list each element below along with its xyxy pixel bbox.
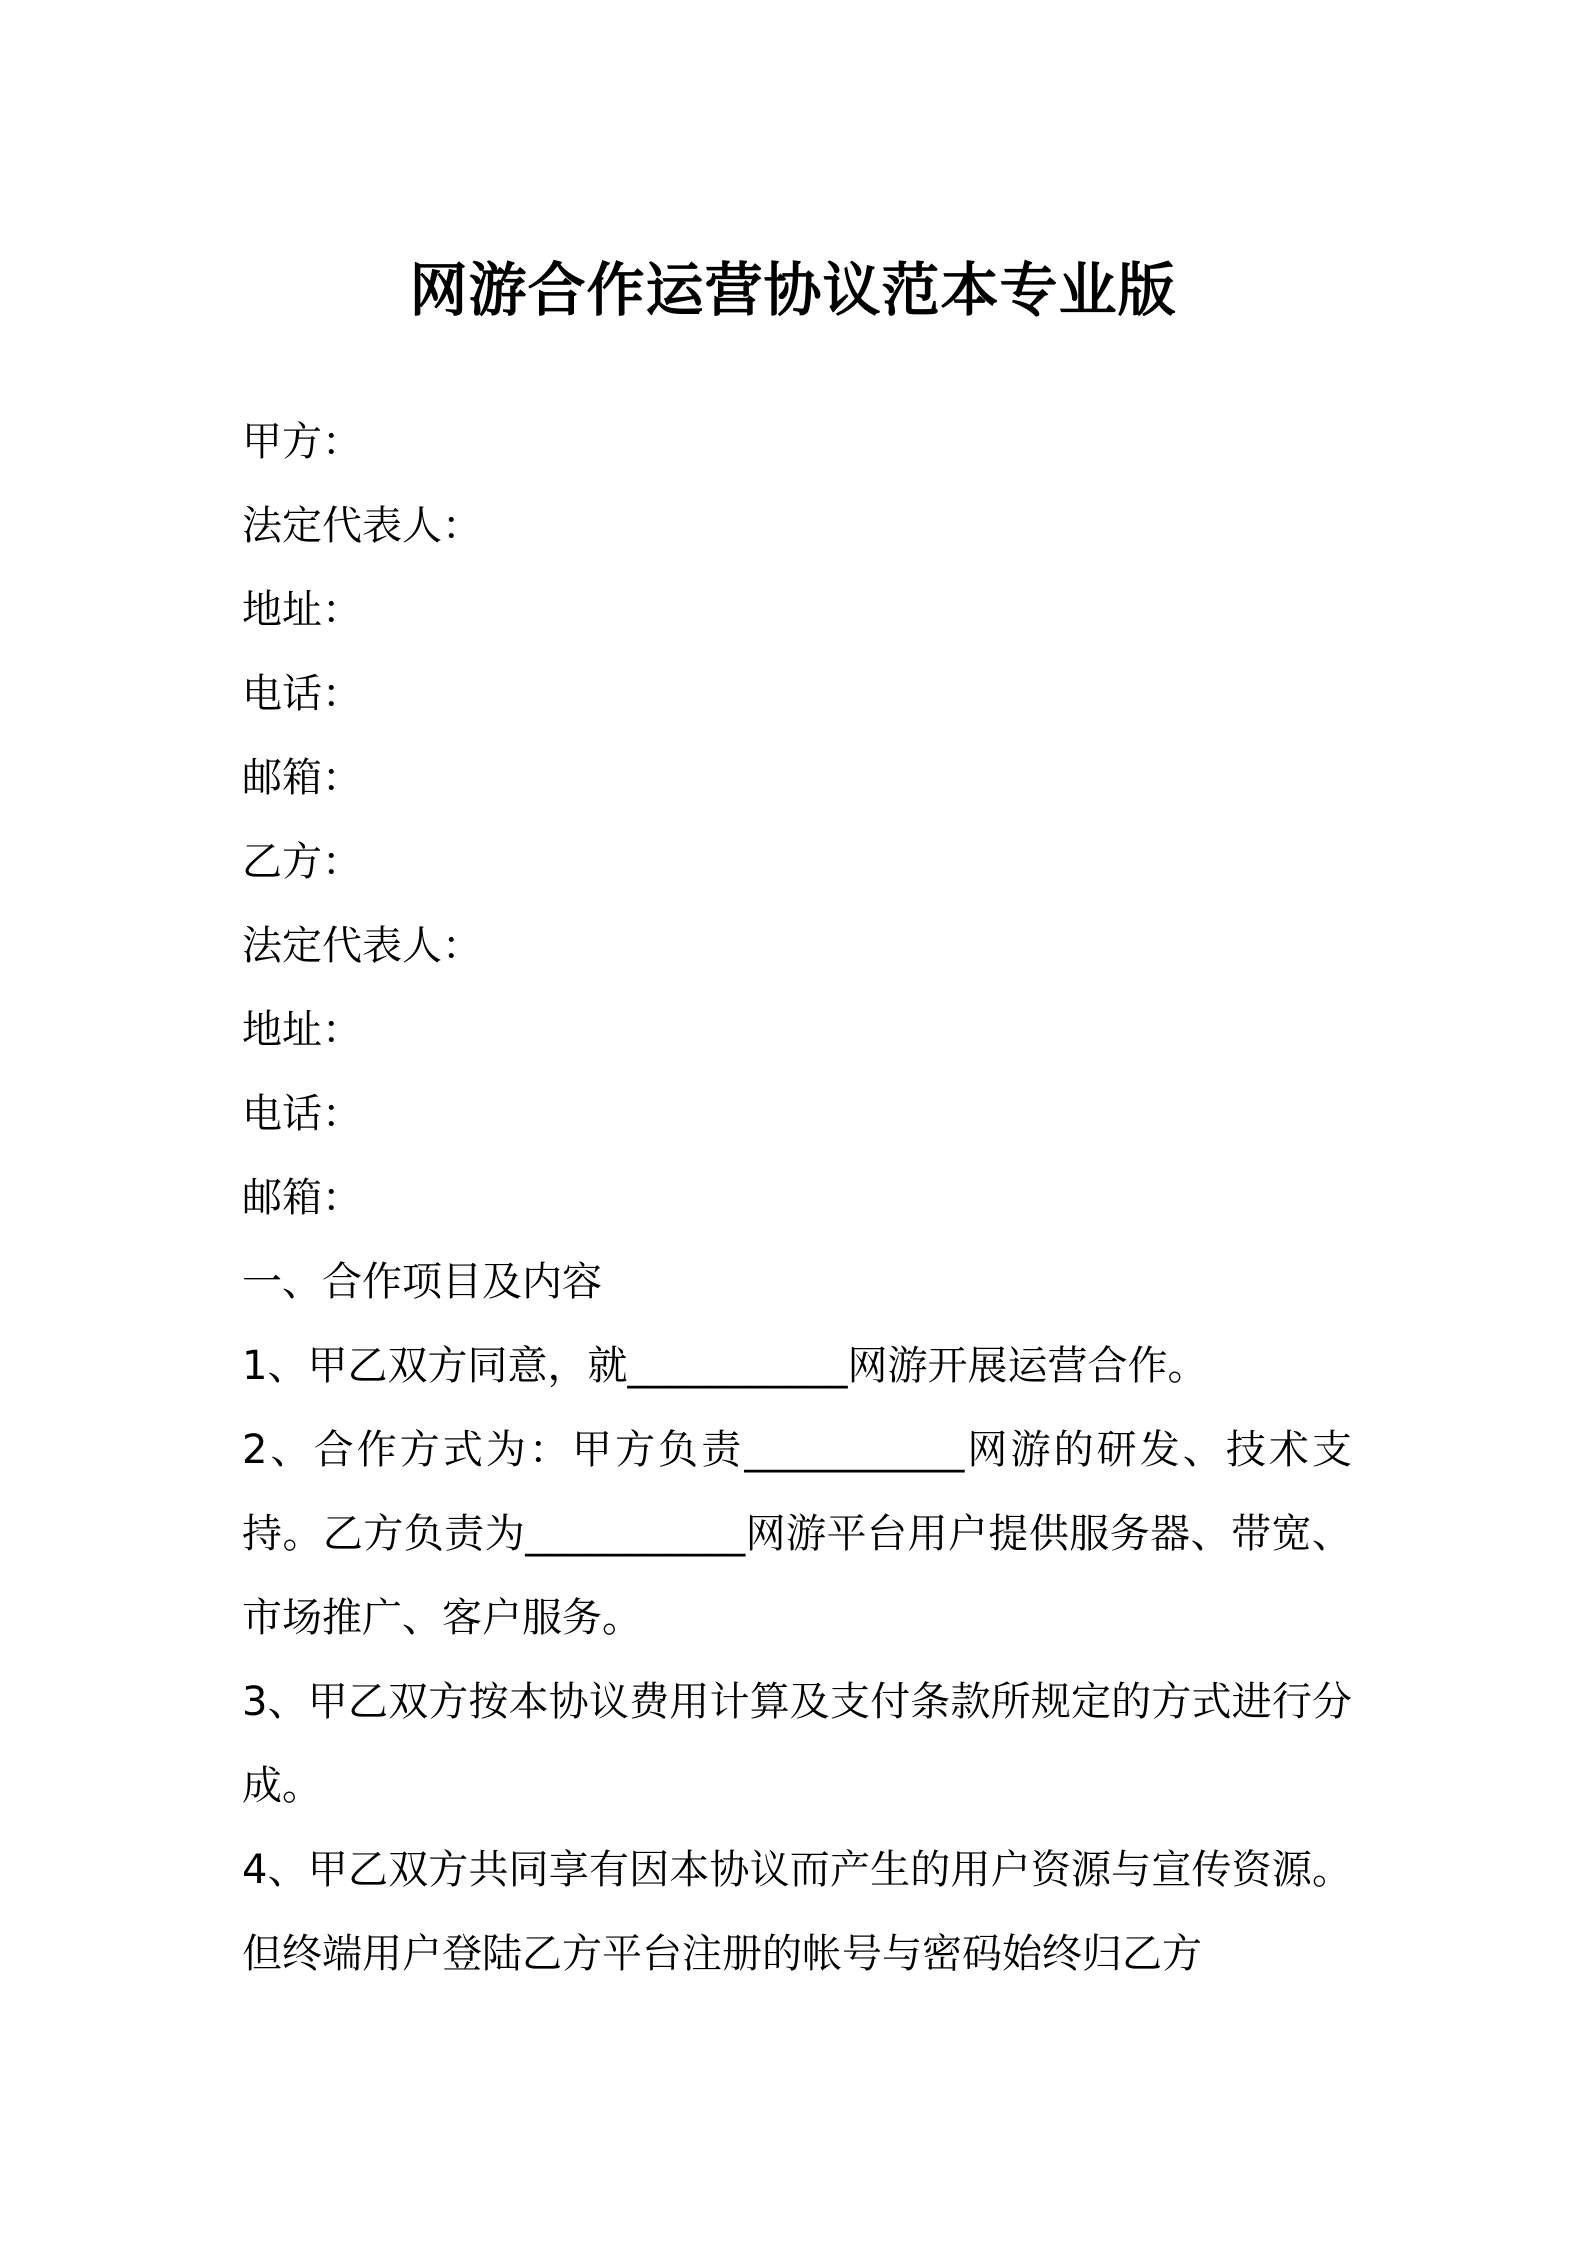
clause-1-text-after: 网游开展运营合作。	[847, 1343, 1208, 1389]
party-a-name-label: 甲方：	[242, 419, 362, 465]
clause-2-text-part2: 网游的研发、技术支持。乙方负责为	[242, 1427, 1353, 1557]
party-a-address-label: 地址：	[242, 587, 362, 633]
document-title: 网游合作运营协议范本专业版	[409, 256, 1177, 324]
clause-4: 4、甲乙双方共同享有因本协议而产生的用户资源与宣传资源。但终端用户登陆乙方平台注册的帐号与密码始终归乙方	[242, 1847, 1352, 1977]
clause-2-text-part1: 2、合作方式为：甲方负责	[242, 1427, 745, 1473]
party-b-phone-label: 电话：	[242, 1091, 362, 1137]
party-a-email-label: 邮箱：	[242, 755, 362, 801]
clause-1	[242, 1324, 1352, 1408]
clause-2	[242, 1408, 1352, 1660]
party-b-name-label: 乙方：	[242, 839, 362, 885]
clause-1-text-before: 1、甲乙双方同意，就	[242, 1343, 628, 1389]
clause-2-text-part3: 网游平台用户提供服务器、带宽、市场推广、客户服务。	[242, 1511, 1353, 1641]
party-a-phone-label: 电话：	[242, 671, 362, 717]
clause-2-blank-2: ___________	[525, 1511, 746, 1557]
clause-1-blank: ___________	[627, 1343, 848, 1389]
clause-3: 3、甲乙双方按本协议费用计算及支付条款所规定的方式进行分成。	[242, 1679, 1352, 1809]
party-b-address-label: 地址：	[242, 1007, 362, 1053]
party-b-email-label: 邮箱：	[242, 1175, 362, 1221]
document-body	[242, 400, 1352, 1996]
section-heading: 一、合作项目及内容	[242, 1259, 602, 1305]
party-b-rep-label: 法定代表人：	[242, 923, 482, 969]
clause-2-blank-1: ___________	[744, 1427, 965, 1473]
party-a-rep-label: 法定代表人：	[242, 503, 482, 549]
